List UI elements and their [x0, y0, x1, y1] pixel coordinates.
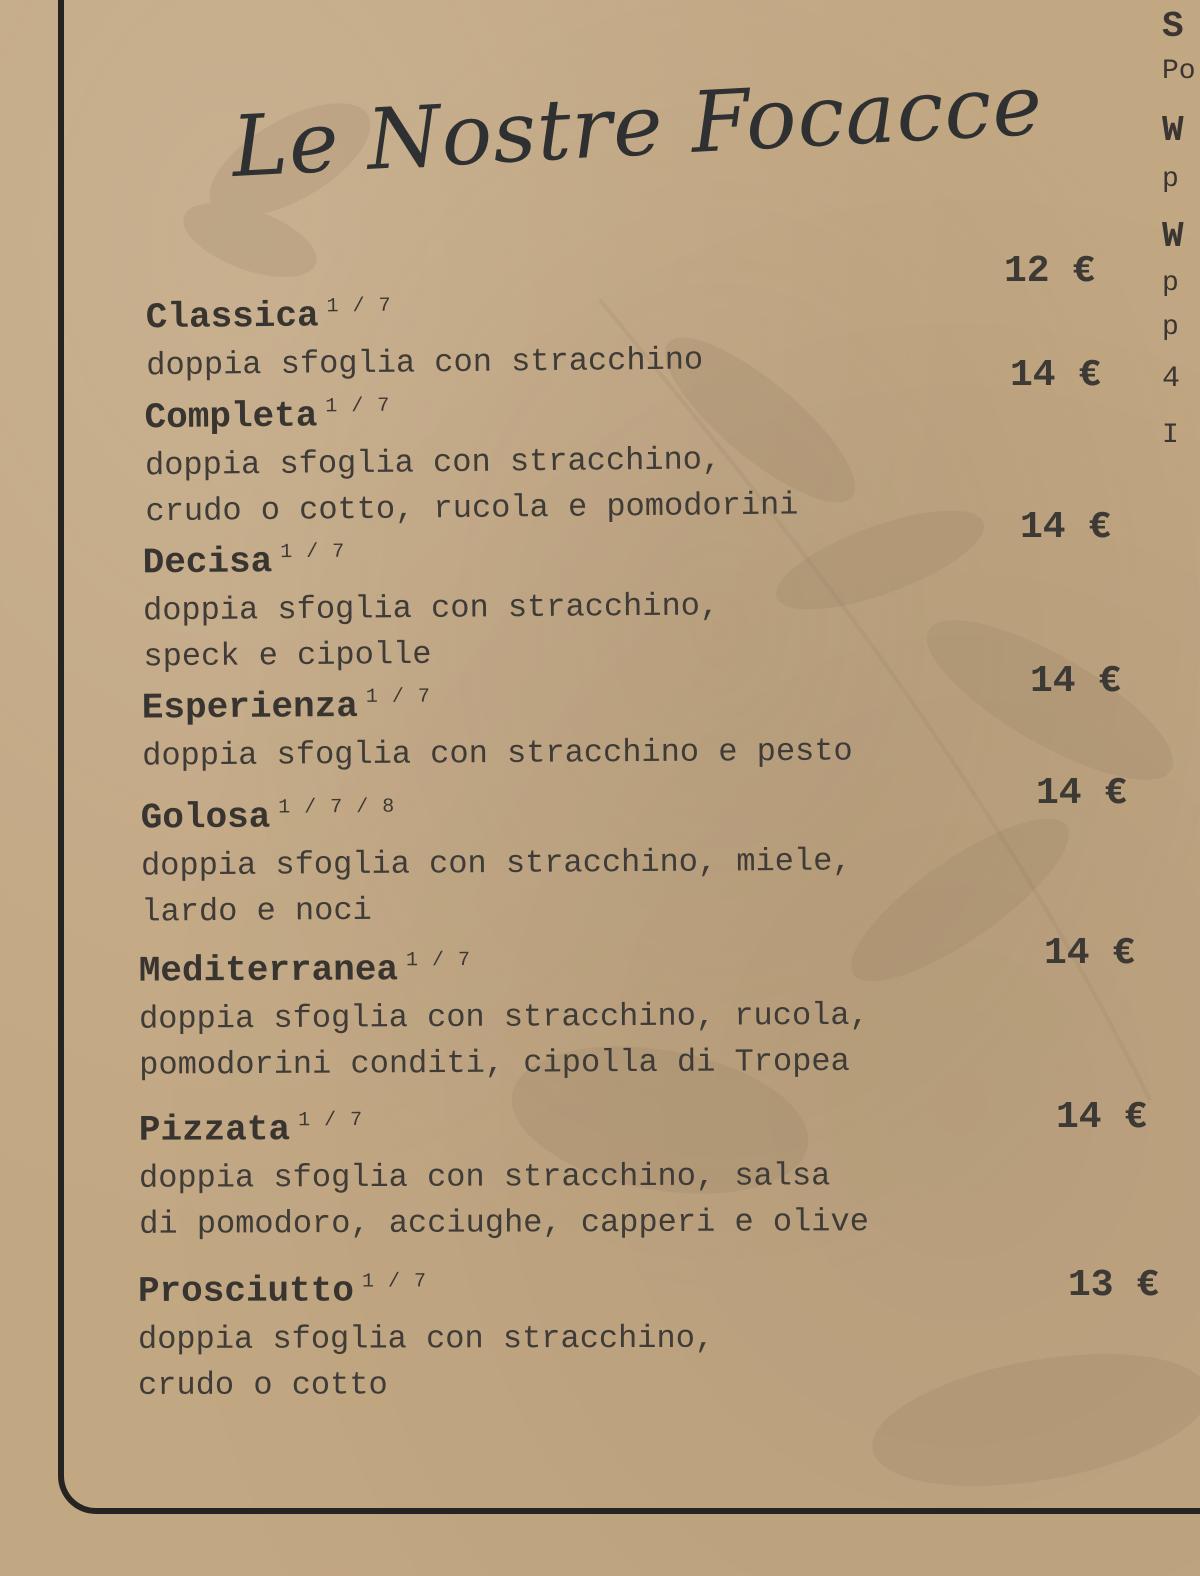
menu-item-decisa [142, 526, 1143, 681]
item-name: Esperienza [141, 685, 359, 729]
item-description: doppia sfoglia con stracchino, speck e cipolle [142, 587, 720, 676]
item-name: Completa [144, 395, 318, 439]
item-name: Classica [145, 295, 319, 339]
item-allergens: 1 / 7 [280, 540, 346, 565]
menu-title: Le Nostre Focacce [229, 55, 1046, 196]
item-allergens: 1 / 7 [405, 948, 472, 973]
item-name: Pizzata [138, 1109, 291, 1151]
menu-item-completa [144, 379, 1145, 535]
item-description: doppia sfoglia con stracchino, miele, lardo e noci [140, 842, 852, 931]
item-price: 14 € [1020, 506, 1112, 549]
fragment-text: W [1162, 216, 1184, 257]
menu-item-golosa [141, 783, 1142, 936]
fragment-text: p [1162, 164, 1179, 195]
menu-item-classica [146, 279, 1147, 389]
item-price: 14 € [1036, 772, 1128, 815]
fragment-text: p [1162, 268, 1179, 299]
item-allergens: 1 / 7 [298, 1108, 364, 1133]
item-price: 14 € [1010, 354, 1102, 397]
fragment-text: 4 [1162, 362, 1181, 396]
item-price: 12 € [1004, 250, 1096, 293]
fragment-text: W [1162, 110, 1184, 151]
item-name: Decisa [142, 541, 273, 584]
item-price: 14 € [1056, 1096, 1148, 1139]
item-description: doppia sfoglia con stracchino, salsa di pomodoro, acciughe, capperi e olive [138, 1157, 869, 1243]
item-allergens: 1 / 7 [361, 1270, 427, 1294]
item-name: Golosa [140, 796, 271, 839]
item-allergens: 1 / 7 [365, 685, 431, 709]
menu-item-pizzata [139, 1098, 1140, 1247]
item-price: 14 € [1030, 660, 1122, 703]
item-price: 13 € [1068, 1264, 1160, 1307]
item-description: doppia sfoglia con stracchino, crudo o cotto [137, 1319, 715, 1404]
menu-item-esperienza [142, 673, 1143, 780]
fragment-text: Po [1162, 56, 1196, 87]
item-description: doppia sfoglia con stracchino e pesto [142, 732, 853, 775]
item-name: Prosciutto [137, 1270, 355, 1312]
fragment-text: p [1162, 312, 1179, 343]
item-description: doppia sfoglia con stracchino, crudo o cotto, rucola e pomodorini [144, 441, 799, 531]
item-price: 14 € [1044, 932, 1136, 975]
item-allergens: 1 / 7 [325, 394, 391, 419]
fragment-text: I [1162, 420, 1179, 451]
menu-item-prosciutto [138, 1261, 1138, 1409]
fragment-text: S [1162, 6, 1184, 47]
item-allergens: 1 / 7 [326, 294, 392, 319]
menu-item-mediterranea [139, 937, 1140, 1088]
item-name: Mediterranea [138, 949, 399, 992]
item-description: doppia sfoglia con stracchino, rucola, pomodorini conditi, cipolla di Tropea [138, 996, 869, 1084]
adjacent-column-fragment [1162, 0, 1200, 1576]
item-description: doppia sfoglia con stracchino [146, 341, 704, 385]
item-allergens: 1 / 7 / 8 [278, 795, 396, 820]
